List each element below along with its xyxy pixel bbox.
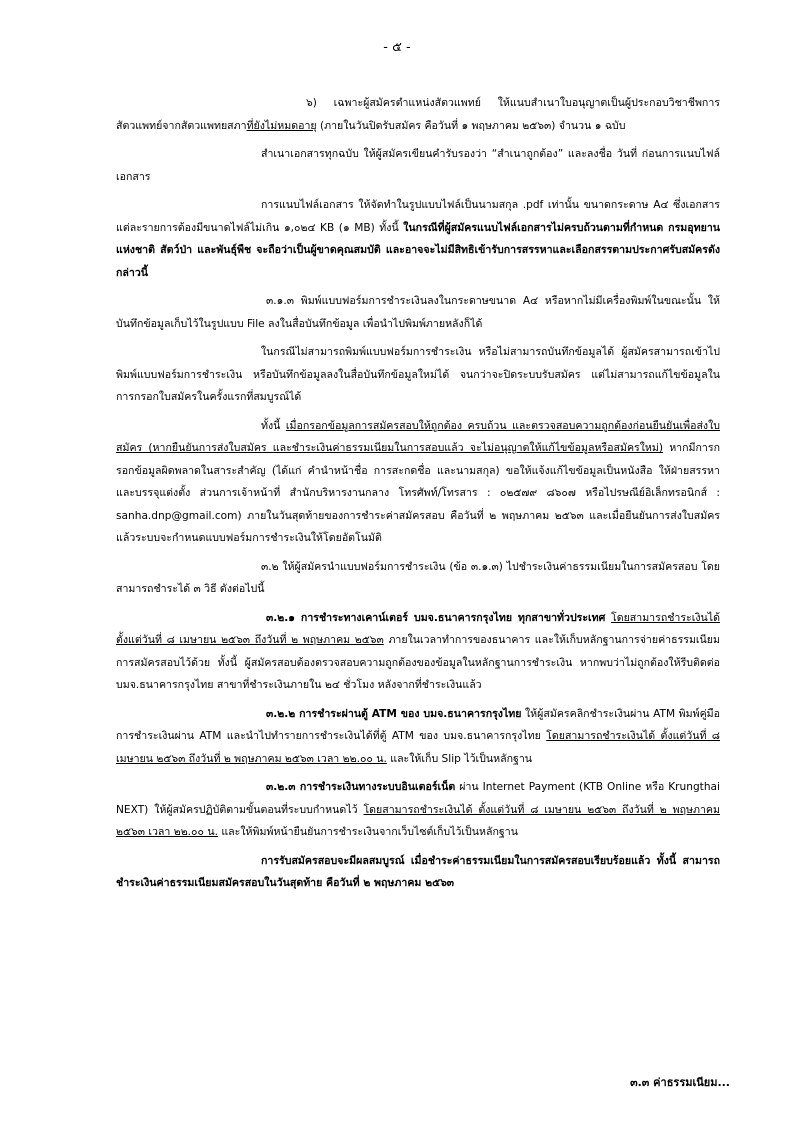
underlined-text: ที่ยังไม่หมดอายุ: [246, 119, 317, 132]
paragraph-3-2-3: [116, 776, 720, 844]
paragraph-3-2-1: [116, 607, 720, 697]
underlined-text: เมื่อกรอกข้อมูลการสมัครสอบให้ถูกต้อง ครบถ้วน และตรวจสอบความถูกต้องก่อนยืนยันเพื่อส่งใบสมัคร (หากยืนยันการส่งใบสมัคร และชำระเงินค่าธรรมเนียมในการสอบแล้ว จะไม่อนุญาตให้แก้ไขข้อมูลหรือสมัครใหม่): [116, 419, 720, 454]
underlined-text: โดยสามารถชำระเงินได้ ตั้งแต่วันที่ ๘ เมษายน ๒๕๖๓ ถึงวันที่ ๒ พฤษภาคม ๒๕๖๓: [116, 611, 720, 646]
text-run: ภายในเวลาทำการของธนาคาร และให้เก็บหลักฐานการจ่ายค่าธรรมเนียมการสมัครสอบไว้ด้วย ทั้งนี้ ผู้สมัครสอบต้องตรวจสอบความถูกต้องของข้อมูลในหลักฐานการชำระเงิน หากพบว่าไม่ถูกต้องให้รีบติดต่อ บมจ.ธนาคารกรุงไทย สาขาที่ชำระเงินภายใน ๒๔ ชั่วโมง หลังจากที่ชำระเงินแล้ว: [116, 634, 720, 691]
underlined-text: โดยสามารถชำระเงินได้ ตั้งแต่วันที่ ๘ เมษายน ๒๕๖๓ ถึงวันที่ ๒ พฤษภาคม ๒๕๖๓ เวลา ๒๒.๐๐ น.: [116, 803, 720, 838]
bold-text: ๓.๒.๑ การชำระทางเคาน์เตอร์ บมจ.ธนาคารกรุงไทย ทุกสาขาทั่วประเทศ: [266, 611, 606, 624]
paragraph-3-2: [116, 556, 720, 601]
text-run: (ภายในวันปิดรับสมัคร คือวันที่ ๑ พฤษภาคม ๒๕๖๓) จำนวน ๑ ฉบับ: [316, 119, 626, 132]
text-run: การแนบไฟล์เอกสาร ให้จัดทำในรูปแบบไฟล์เป็นนามสกุล .pdf เท่านั้น ขนาดกระดาษ A๔ ซึ่งเอกสารแต่ละรายการต้องมีขนาดไฟล์ไม่เกิน ๑,๐๒๔ KB (๑ MB) ทั้งนี้: [116, 199, 720, 234]
text-run: ในกรณีไม่สามารถพิมพ์แบบฟอร์มการชำระเงิน หรือไม่สามารถบันทึกข้อมูลได้ ผู้สมัครสามารถเข้าไปพิมพ์แบบฟอร์มการชำระเงิน หรือบันทึกข้อมูลลงในสื่อบันทึกข้อมูลใหม่ได้ จนกว่าจะปิดระบบรับสมัคร แต่ไม่สามารถแก้ไขข้อมูลในการกรอกใบสมัครในครั้งแรกที่สมบูรณ์ได้: [116, 346, 720, 403]
paragraph-certify-copies: [116, 143, 720, 188]
document-body: [116, 92, 720, 901]
bold-text: ๓.๒.๓ การชำระเงินทางระบบอินเตอร์เน็ต: [266, 781, 456, 793]
paragraph-print-fallback: [116, 341, 720, 409]
continuation-reference: ๓.๓ ค่าธรรมเนียม...: [630, 1076, 730, 1089]
text-run: ๖) เฉพาะผู้สมัครตำแหน่งสัตวแพทย์ ให้แนบสำเนาใบอนุญาตเป็นผู้ประกอบวิชาชีพการสัตวแพทย์จากสัตวแพทยสภา: [116, 97, 720, 132]
text-run: การรับสมัครสอบจะมีผลสมบูรณ์ เมื่อชำระค่าธรรมเนียมในการสมัครสอบเรียบร้อยแล้ว ทั้งนี้ สามารถชำระเงินค่าธรรมเนียมสมัครสอบในวันสุดท้าย คือวันที่ ๒ พฤษภาคม ๒๕๖๓: [116, 854, 720, 889]
text-run: ให้ผู้สมัครคลิกชำระเงินผ่าน ATM พิมพ์คู่มือการชำระเงินผ่าน ATM และนำไปทำรายการชำระเงินได้ที่ตู้ ATM ของ บมจ.ธนาคารกรุงไทย: [116, 707, 720, 742]
bold-text: ๓.๒.๒ การชำระผ่านตู้ ATM ของ บมจ.ธนาคารกรุงไทย: [266, 707, 522, 720]
bold-text: ในกรณีที่ผู้สมัครแนบไฟล์เอกสารไม่ครบถ้วนตามที่กำหนด กรมอุทยานแห่งชาติ สัตว์ป่า และพันธุ์พืช จะถือว่าเป็นผู้ขาดคุณสมบัติ และอาจจะไม่มีสิทธิเข้ารับการสรรหาและเลือกสรรตามประกาศรับสมัครดังกล่าวนี้: [116, 221, 721, 279]
page-number: - ๕ -: [383, 40, 411, 55]
paragraph-vet-license: [116, 92, 720, 137]
underlined-text: โดยสามารถชำระเงินได้ ตั้งแต่วันที่ ๘ เมษายน ๒๕๖๓ ถึงวันที่ ๒ พฤษภาคม ๒๕๖๓ เวลา ๒๒.๐๐ น.: [116, 730, 720, 765]
paragraph-completion: [116, 850, 720, 895]
text-run: และให้พิมพ์หน้ายืนยันการชำระเงินจากเว็บไซต์เก็บไว้เป็นหลักฐาน: [217, 826, 518, 838]
paragraph-3-2-2: [116, 703, 720, 771]
paragraph-file-attachment: [116, 194, 720, 284]
text-run: และให้เก็บ Slip ไว้เป็นหลักฐาน: [386, 752, 533, 765]
paragraph-3-1-3: [116, 290, 720, 335]
text-run: ทั้งนี้: [261, 419, 286, 432]
text-run: สำเนาเอกสารทุกฉบับ ให้ผู้สมัครเขียนคำรับรองว่า “สำเนาถูกต้อง” และลงชื่อ วันที่ ก่อนการแนบไฟล์เอกสาร: [116, 148, 720, 183]
text-run: ๓.๑.๓ พิมพ์แบบฟอร์มการชำระเงินลงในกระดาษขนาด A๔ หรือหากไม่มีเครื่องพิมพ์ในขณะนั้น ให้บันทึกข้อมูลเก็บไว้ในรูปแบบ File ลงในสื่อบันทึกข้อมูล เพื่อนำไปพิมพ์ภายหลังก็ได้: [116, 295, 720, 330]
text-run: หากมีการกรอกข้อมูลผิดพลาดในสาระสำคัญ (ได้แก่ คำนำหน้าชื่อ การสะกดชื่อ และนามสกุล) ขอให้แจ้งแก้ไขข้อมูลเป็นหนังสือ ให้ฝ่ายสรรหาและบรรจุแต่งตั้ง ส่วนการเจ้าหน้าที่ สำนักบริหารงานกลาง โทรศัพท์/โทรสาร : ๐๒๕๗๙ ๘๖๐๗ หรือไปรษณีย์อิเล็กทรอนิกส์ : sanha.dnp@gmail.com) ภายในวันสุดท้ายของการชำระค่าสมัครสอบ คือวันที่ ๒ พฤษภาคม ๒๕๖๓ และเมื่อยืนยันการส่งใบสมัครแล้วระบบจะกำหนดแบบฟอร์มการชำระเงินให้โดยอัตโนมัติ: [116, 442, 720, 544]
paragraph-verify-data: [116, 415, 720, 550]
text-run: ๓.๒ ให้ผู้สมัครนำแบบฟอร์มการชำระเงิน (ข้อ ๓.๑.๓) ไปชำระเงินค่าธรรมเนียมในการสมัครสอบ โดยสามารถชำระได้ ๓ วิธี ดังต่อไปนี้: [116, 560, 720, 595]
text-run: ผ่าน Internet Payment (KTB Online หรือ Krungthai NEXT) ให้ผู้สมัครปฏิบัติตามขั้นตอนที่ระบบกำหนดไว้: [116, 781, 720, 816]
